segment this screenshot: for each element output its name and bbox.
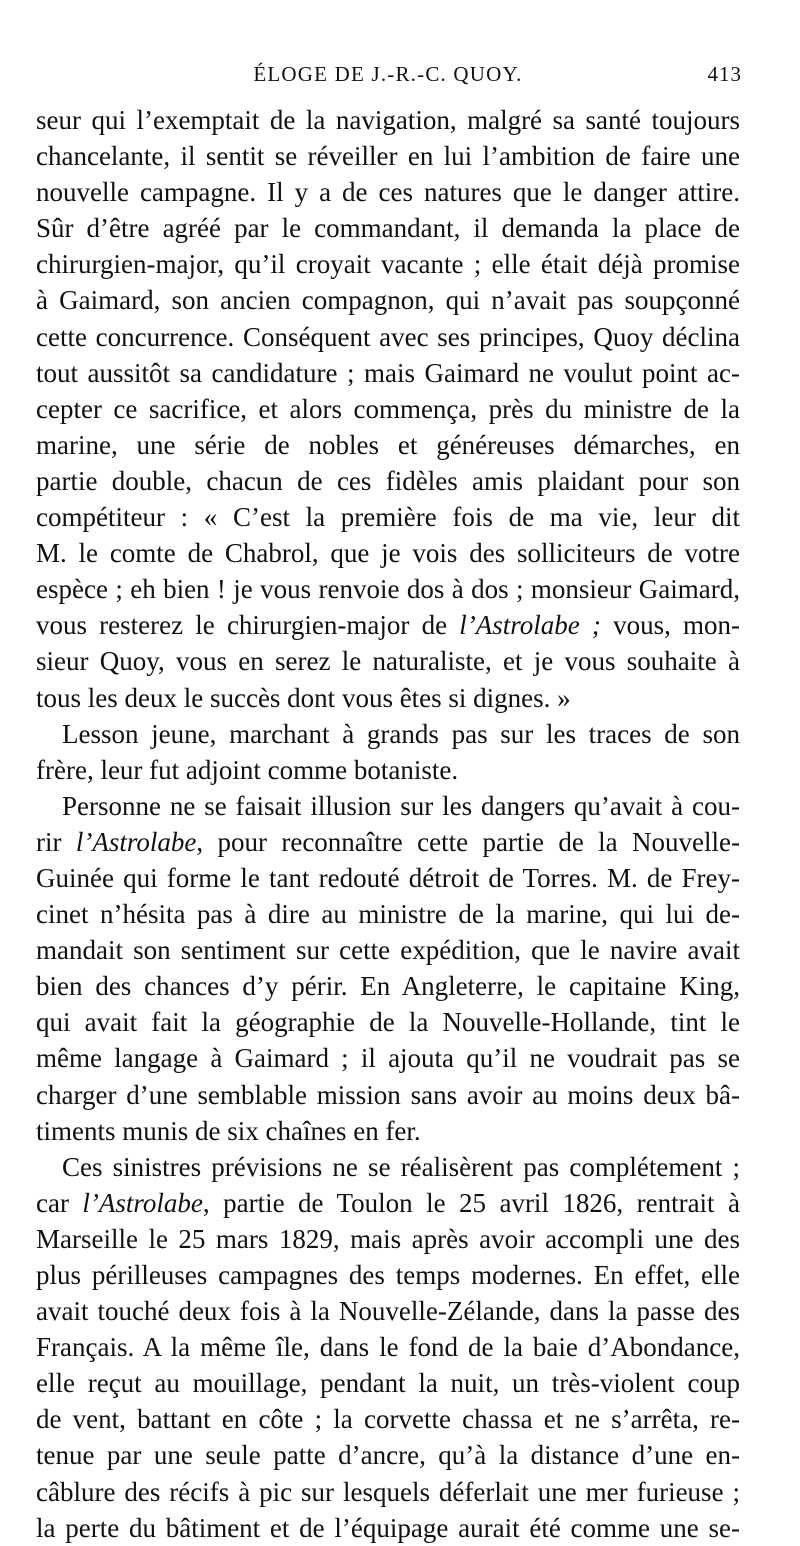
text-line: même langage à Gaimard ; il ajouta qu’il ne voudrait pas se [36, 1043, 740, 1074]
text-line: cinet n’hésita pas à dire au ministre de la marine, qui lui de- [36, 899, 740, 930]
text-line: bien des chances d’y périr. En Angleterre, le capitaine King, [36, 971, 740, 1002]
text-line: à Gaimard, son ancien compagnon, qui n’avait pas soupçonné [36, 285, 740, 316]
text-line: Marseille le 25 mars 1829, mais après avoir accompli une des [36, 1223, 740, 1254]
text-line: Ces sinistres prévisions ne se réalisèrent pas complétement ; [62, 1151, 740, 1182]
text-line: Lesson jeune, marchant à grands pas sur les traces de son [62, 718, 740, 749]
text-line: cette concurrence. Conséquent avec ses principes, Quoy déclina [36, 321, 740, 352]
text-line: seur qui l’exemptait de la navigation, malgré sa santé toujours [36, 105, 740, 135]
text-run: , partie de Toulon le 25 avril 1826, rentrait à [202, 1187, 740, 1218]
page-header [36, 62, 740, 102]
text-line: tous les deux le succès dont vous êtes si dignes. » [36, 682, 571, 713]
book-page [36, 62, 740, 1546]
text-line: M. le comte de Chabrol, que je vois des solliciteurs de votre [36, 538, 740, 569]
text-run: , pour reconnaître cette partie de la Nouvelle- [196, 826, 740, 857]
text-line: marine, une série de nobles et généreuses démarches, en [36, 429, 740, 460]
text-line: partie double, chacun de ces fidèles amis plaidant pour son [36, 465, 740, 496]
text-line: charger d’une semblable mission sans avoir au moins deux bâ- [36, 1079, 740, 1110]
text-line: mandait son sentiment sur cette expédition, que le navire avait [36, 935, 740, 966]
text-line: avait touché deux fois à la Nouvelle-Zélande, dans la passe des [36, 1296, 740, 1327]
text-line [36, 824, 740, 860]
text-line: de vent, battant en côte ; la corvette chassa et ne s’arrêta, re- [36, 1404, 740, 1435]
text-line: nouvelle campagne. Il y a de ces natures que le danger attire. [36, 177, 740, 208]
body-text [36, 102, 740, 1546]
ship-name: l’Astrolabe [82, 1187, 203, 1218]
text-line: qui avait fait la géographie de la Nouvelle-Hollande, tint le [36, 1007, 740, 1038]
text-line: compétiteur : « C’est la première fois de ma vie, leur dit [36, 502, 740, 533]
text-line: espèce ; eh bien ! je vous renvoie dos à dos ; monsieur Gaimard, [36, 574, 740, 605]
text-line: Guinée qui forme le tant redouté détroit de Torres. M. de Frey- [36, 862, 740, 893]
ship-name: l’Astrolabe ; [459, 610, 601, 641]
text-line: Personne ne se faisait illusion sur les dangers qu’avait à cou- [62, 790, 740, 821]
running-title: ÉLOGE DE J.-R.-C. QUOY. [253, 62, 523, 86]
text-line: câblure des récifs à pic sur lesquels déferlait une mer furieuse ; [36, 1476, 740, 1507]
text-run: rir [36, 826, 76, 857]
text-line: tout aussitôt sa candidature ; mais Gaimard ne voulut point ac- [36, 357, 740, 388]
text-line: timents munis de six chaînes en fer. [36, 1115, 421, 1146]
page-number: 413 [707, 62, 742, 86]
text-line: tenue par une seule patte d’ancre, qu’à la distance d’une en- [36, 1440, 740, 1471]
text-line [36, 1185, 740, 1221]
text-line [36, 607, 740, 643]
text-line: la perte du bâtiment et de l’équipage aurait été comme une se- [36, 1512, 740, 1543]
text-line: Français. A la même île, dans le fond de la baie d’Abondance, [36, 1332, 740, 1363]
text-line: chancelante, il sentit se réveiller en lui l’ambition de faire une [36, 141, 740, 172]
text-line: Sûr d’être agréé par le commandant, il demanda la place de [36, 213, 740, 244]
text-line: elle reçut au mouillage, pendant la nuit, un très-violent coup [36, 1368, 740, 1399]
text-run: vous, mon- [600, 610, 740, 641]
text-line: cepter ce sacrifice, et alors commença, près du ministre de la [36, 393, 740, 424]
text-run: vous resterez le chirurgien-major de [36, 610, 460, 641]
text-line: plus périlleuses campagnes des temps modernes. En effet, elle [36, 1260, 740, 1290]
text-line: frère, leur fut adjoint comme botaniste. [36, 754, 459, 785]
text-line: sieur Quoy, vous en serez le naturaliste, et je vous souhaite à [36, 646, 740, 677]
text-run: car [36, 1187, 83, 1218]
ship-name: l’Astrolabe [75, 826, 197, 857]
text-line: chirurgien-major, qu’il croyait vacante ; elle était déjà promise [36, 249, 740, 280]
